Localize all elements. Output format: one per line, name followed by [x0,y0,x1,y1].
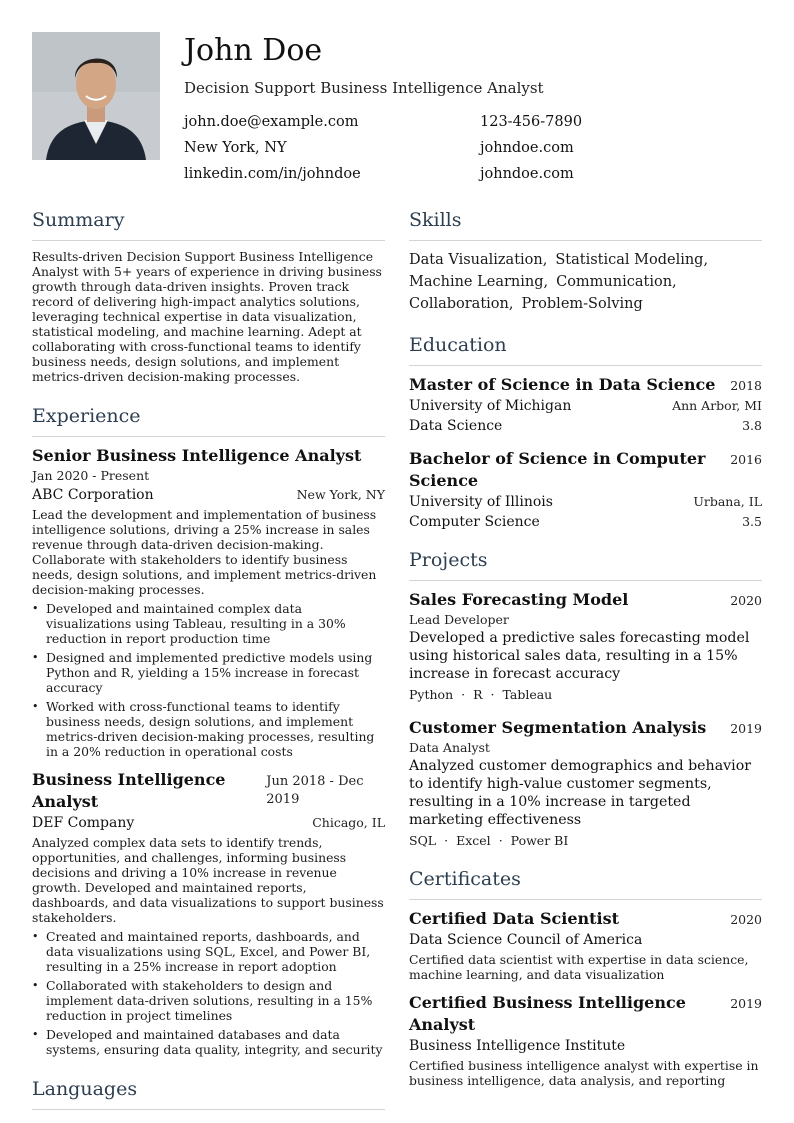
section-heading: Experience [32,405,141,427]
gpa: 3.5 [742,514,762,529]
field-of-study: Data Science [409,418,503,434]
section-divider [32,1109,385,1110]
field-of-study: Computer Science [409,514,540,530]
profile-photo [32,32,160,160]
summary-section [32,206,385,384]
project-entry [409,717,762,851]
school-location: Urbana, IL [693,494,762,509]
section-heading: Certificates [409,868,521,890]
certificate-description: Certified business intelligence analyst with expertise in business intelligence, data analysis, and reporting [409,1058,759,1088]
tag: Power BI [510,833,569,848]
gpa: 3.8 [742,418,762,433]
school-name: University of Michigan [409,398,572,414]
list-item: • Created and maintained reports, dashboards, and data visualizations using SQL, Excel, and Power BI, resulting in a 25% increase in report adoption [32,929,385,974]
certificate-year: 2019 [730,996,762,1011]
certificate-description: Certified data scientist with expertise in data science, machine learning, and data visualization [409,952,749,982]
contact-email[interactable]: john.doe@example.com [184,114,359,130]
project-year: 2019 [730,721,762,736]
project-description: Developed a predictive sales forecasting model using historical sales data, resulting in a 15% increase in forecast accuracy [409,630,750,682]
job-company: DEF Company [32,815,135,831]
projects-section [409,546,762,851]
certificate-name: Certified Business Intelligence Analyst [409,993,686,1034]
certificate-entry [409,908,762,982]
skill-item: Machine Learning, [409,274,549,290]
project-name: Customer Segmentation Analysis [409,718,707,737]
section-divider [409,365,762,366]
contact-website[interactable]: johndoe.com [480,140,574,156]
certificate-name: Certified Data Scientist [409,909,620,928]
skills-list [409,249,762,315]
experience-entry [32,769,385,1057]
section-divider [32,436,385,437]
skill-item: Collaboration, [409,296,514,312]
project-year: 2020 [730,593,762,608]
section-heading: Education [409,334,507,356]
list-item: • Developed and maintained complex data visualizations using Tableau, resulting in a 30% reduction in report production time [32,601,385,646]
degree-name: Bachelor of Science in Computer Science [409,449,706,490]
list-item: • Collaborated with stakeholders to design and implement data-driven solutions, resulting in a 15% reduction in project timelines [32,978,385,1023]
project-tags: SQL · Excel · Power BI [409,833,569,848]
tag: Tableau [502,687,553,702]
project-name: Sales Forecasting Model [409,590,629,609]
section-divider [409,899,762,900]
certificate-issuer: Business Intelligence Institute [409,1038,626,1054]
certificate-year: 2020 [730,912,762,927]
certificate-entry [409,992,762,1088]
tag: SQL [409,833,437,848]
section-heading: Languages [32,1078,138,1100]
project-role: Lead Developer [409,612,509,627]
experience-entry [32,445,385,759]
project-tags: Python · R · Tableau [409,687,553,702]
list-item: • Designed and implemented predictive models using Python and R, yielding a 15% increase in forecast accuracy [32,650,385,695]
degree-name: Master of Science in Data Science [409,375,716,394]
languages-section [32,1075,385,1110]
section-heading: Skills [409,209,462,231]
project-entry [409,589,762,705]
candidate-name: John Doe [184,33,323,68]
education-entry [409,448,762,532]
job-dates: Jan 2020 - Present [32,468,150,483]
contact-linkedin[interactable]: linkedin.com/in/johndoe [184,166,361,182]
tag: R [473,687,483,702]
degree-year: 2018 [730,378,762,393]
job-bullets [32,601,385,759]
summary-text: Results-driven Decision Support Business Intelligence Analyst with 5+ years of experience in driving business growth through data-driven insights. Proven track record of delivering high-impact analytics solutions, leveraging technical expertise in data visualization, statistical modeling, and machine learning. Adept at collaborating with cross-functional teams to identify business needs, design solutions, and implement metrics-driven decision-making processes. [32,249,382,384]
job-title: Senior Business Intelligence Analyst [32,446,362,465]
education-section [409,331,762,532]
job-description: Analyzed complex data sets to identify trends, opportunities, and challenges, informing business decisions and driving a 10% increase in revenue growth. Developed and maintained reports, dashboards, and data visualizations to support business stakeholders. [32,835,384,925]
skill-item: Statistical Modeling, [555,252,709,268]
skill-item: Communication, [556,274,677,290]
job-bullets [32,929,385,1057]
education-entry [409,374,762,436]
degree-year: 2016 [730,452,762,467]
project-role: Data Analyst [409,740,490,755]
section-divider [32,240,385,241]
skill-item: Problem-Solving [521,296,643,312]
job-description: Lead the development and implementation of business intelligence solutions, driving a 25% increase in sales revenue through data-driven decision-making. Collaborate with stakeholders to identify business needs, design solutions, and implement metrics-driven decision-making processes. [32,507,377,597]
list-item: • Developed and maintained databases and data systems, ensuring data quality, integrity, and security [32,1027,385,1057]
skill-item: Data Visualization, [409,252,548,268]
right-column [409,206,762,1098]
job-location: Chicago, IL [312,815,385,830]
skills-section [409,206,762,315]
certificate-issuer: Data Science Council of America [409,932,643,948]
job-company: ABC Corporation [32,487,154,503]
school-name: University of Illinois [409,494,553,510]
school-location: Ann Arbor, MI [672,398,762,413]
tag: Python [409,687,454,702]
experience-section [32,402,385,1057]
left-column [32,206,385,1118]
list-item: • Worked with cross-functional teams to identify business needs, design solutions, and implement metrics-driven decision-making processes, resulting in a 20% reduction in operational costs [32,699,385,759]
certificates-section [409,865,762,1088]
job-dates: Jun 2018 - Dec 2019 [266,774,364,807]
section-heading: Summary [32,209,125,231]
job-title: Business Intelligence Analyst [32,770,226,811]
contact-location: New York, NY [184,140,287,156]
job-location: New York, NY [296,487,385,502]
contact-website-secondary[interactable]: johndoe.com [480,166,574,182]
project-description: Analyzed customer demographics and behavior to identify high-value customer segments, resulting in a 10% increase in targeted marketing effectiveness [409,758,752,828]
candidate-title: Decision Support Business Intelligence Analyst [184,79,544,97]
contact-phone[interactable]: 123-456-7890 [480,114,583,130]
tag: Excel [456,833,491,848]
person-photo-icon [32,32,160,160]
section-divider [409,580,762,581]
section-divider [409,240,762,241]
section-heading: Projects [409,549,488,571]
resume-header [32,32,762,192]
